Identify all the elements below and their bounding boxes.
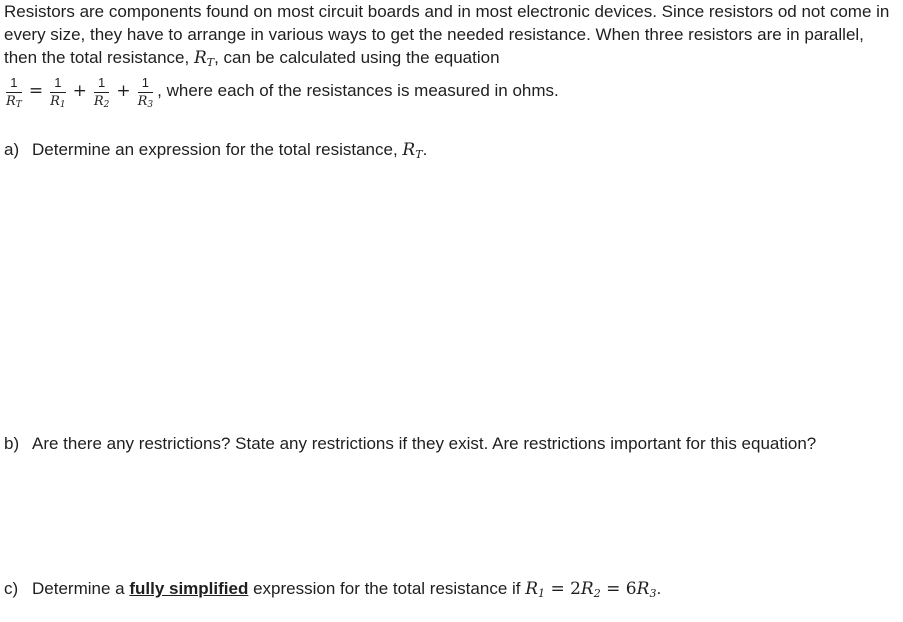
plus-sign: + [116, 81, 131, 101]
resistance-relation: $R_1 = 2R_2 = 6R_3$ [525, 579, 657, 600]
intro-paragraph [4, 0, 894, 70]
question-letter: b) [4, 434, 20, 453]
question-letter: a) [4, 140, 20, 159]
total-resistance-symbol: $R_T$ [193, 48, 215, 69]
intro-sentence-1: Resistors are components found on most circuit boards and in most electronic devices. Since resistors od not come in every size, they have to arrange in various ways to get the needed resistance. When three resistors are in parallel, then the total resistance, [4, 2, 890, 67]
question-text-continued: expression for the total resistance if [248, 579, 526, 598]
question-text: Are there any restrictions? State any restrictions if they exist. Are restrictions important for this equation? [32, 434, 817, 453]
equals-sign: = [28, 81, 44, 101]
fraction-1-over-rt: $\frac{1}{R_T}$ [6, 74, 22, 110]
question-text: Determine an expression for the total resistance, [32, 140, 403, 159]
equation-explanation: , where each of the resistances is measured in ohms. [157, 81, 559, 100]
fraction-1-over-r1: $\frac{1}{R_1}$ [50, 74, 66, 110]
question-c: c) Determine a fully simplified expression for the total resistance if $R_1 = 2R_2 = 6R_3$. [4, 579, 662, 600]
question-text: Determine a [32, 579, 130, 598]
plus-sign: + [72, 81, 87, 101]
intro-sentence-2: , can be calculated using the equation [214, 48, 500, 67]
fraction-1-over-r2: $\frac{1}{R_2}$ [93, 74, 110, 110]
fraction-1-over-r3: $\frac{1}{R_3}$ [137, 74, 154, 110]
question-b [4, 432, 816, 455]
question-a: a) Determine an expression for the total resistance, $R_T$. [4, 140, 428, 161]
parallel-resistance-equation [4, 70, 559, 114]
question-letter: c) [4, 579, 19, 598]
total-resistance-symbol: $R_T$ [402, 140, 423, 161]
emphasis-fully-simplified: fully simplified [129, 579, 249, 598]
